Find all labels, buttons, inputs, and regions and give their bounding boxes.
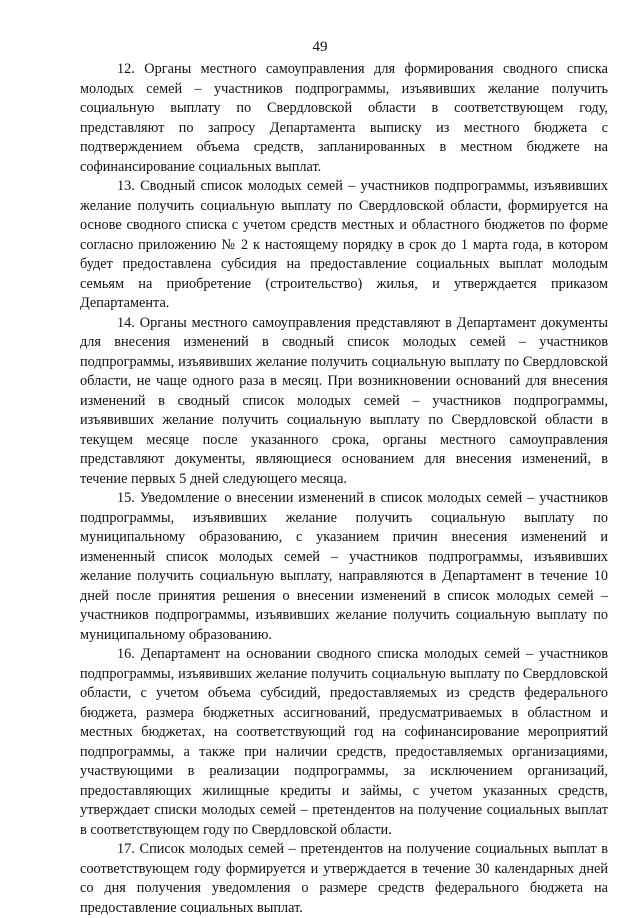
paragraph-15: 15. Уведомление о внесении изменений в список молодых семей – участников подпрограммы, изъявивших желание получить социальную выплату по муниципальному образованию, с указанием причин внесения изменений и измененный список молодых семей – участников подпрограммы, изъявивших желание получить социальную выплату, направляются в Департамент в течение 10 дней после принятия решения о внесении изменений в список молодых семей – участников подпрограммы, изъявивших желание получить социальную выплату по муниципальному образованию. xyxy=(80,490,608,643)
page-number: 49 xyxy=(312,39,328,55)
paragraph-14: 14. Органы местного самоуправления представляют в Департамент документы для внесения изменений в сводный список молодых семей – участников подпрограммы, изъявивших желание получить социальную выплату по Свердловской области, не чаще одного раза в месяц. При возникновении оснований для внесения изменений в сводный список молодых семей – участников подпрограммы, изъявивших желание получить социальную выплату по Свердловской области в текущем месяце после указанного срока, органы местного самоуправления представляют документы, являющиеся основанием для внесения изменений, в течение первых 5 дней следующего месяца. xyxy=(80,314,608,487)
document-body xyxy=(80,60,608,918)
paragraph-17: 17. Список молодых семей – претендентов на получение социальных выплат в соответствующем году формируется и утверждается в течение 30 календарных дней со дня получения уведомления о размере средств федерального бюджета на предоставление социальных выплат. xyxy=(80,841,608,916)
paragraph-16: 16. Департамент на основании сводного списка молодых семей – участников подпрограммы, изъявивших желание получить социальную выплату по Свердловской области, с учетом объема субсидий, предоставляемых из средств федерального бюджета, размера бюджетных ассигнований, предусматриваемых в областном и местных бюджетах, на соответствующий год на софинансирование мероприятий подпрограммы, а также при наличии средств, предоставляемых организациями, участвующими в реализации подпрограммы, за исключением организаций, предоставляющих жилищные кредиты и займы, с учетом указанных средств, утверждает списки молодых семей – претендентов на получение социальных выплат в соответствующем году по Свердловской области. xyxy=(80,646,608,838)
paragraph-13: 13. Сводный список молодых семей – участников подпрограммы, изъявивших желание получить социальную выплату по Свердловской области, формируется на основе сводного списка с учетом средств местных и областного бюджетов по форме согласно приложению № 2 к настоящему порядку в срок до 1 марта года, в котором будет предоставлена субсидия на предоставление социальных выплат молодым семьям на приобретение (строительство) жилья, и утверждается приказом Департамента. xyxy=(80,178,608,311)
paragraph-12: 12. Органы местного самоуправления для формирования сводного списка молодых семей – участников подпрограммы, изъявивших желание получить социальную выплату по Свердловской области в соответствующем году, представляют по запросу Департамента выписку из местного бюджета с подтверждением объема средств, запланированных в местном бюджете на софинансирование социальных выплат. xyxy=(80,61,608,175)
